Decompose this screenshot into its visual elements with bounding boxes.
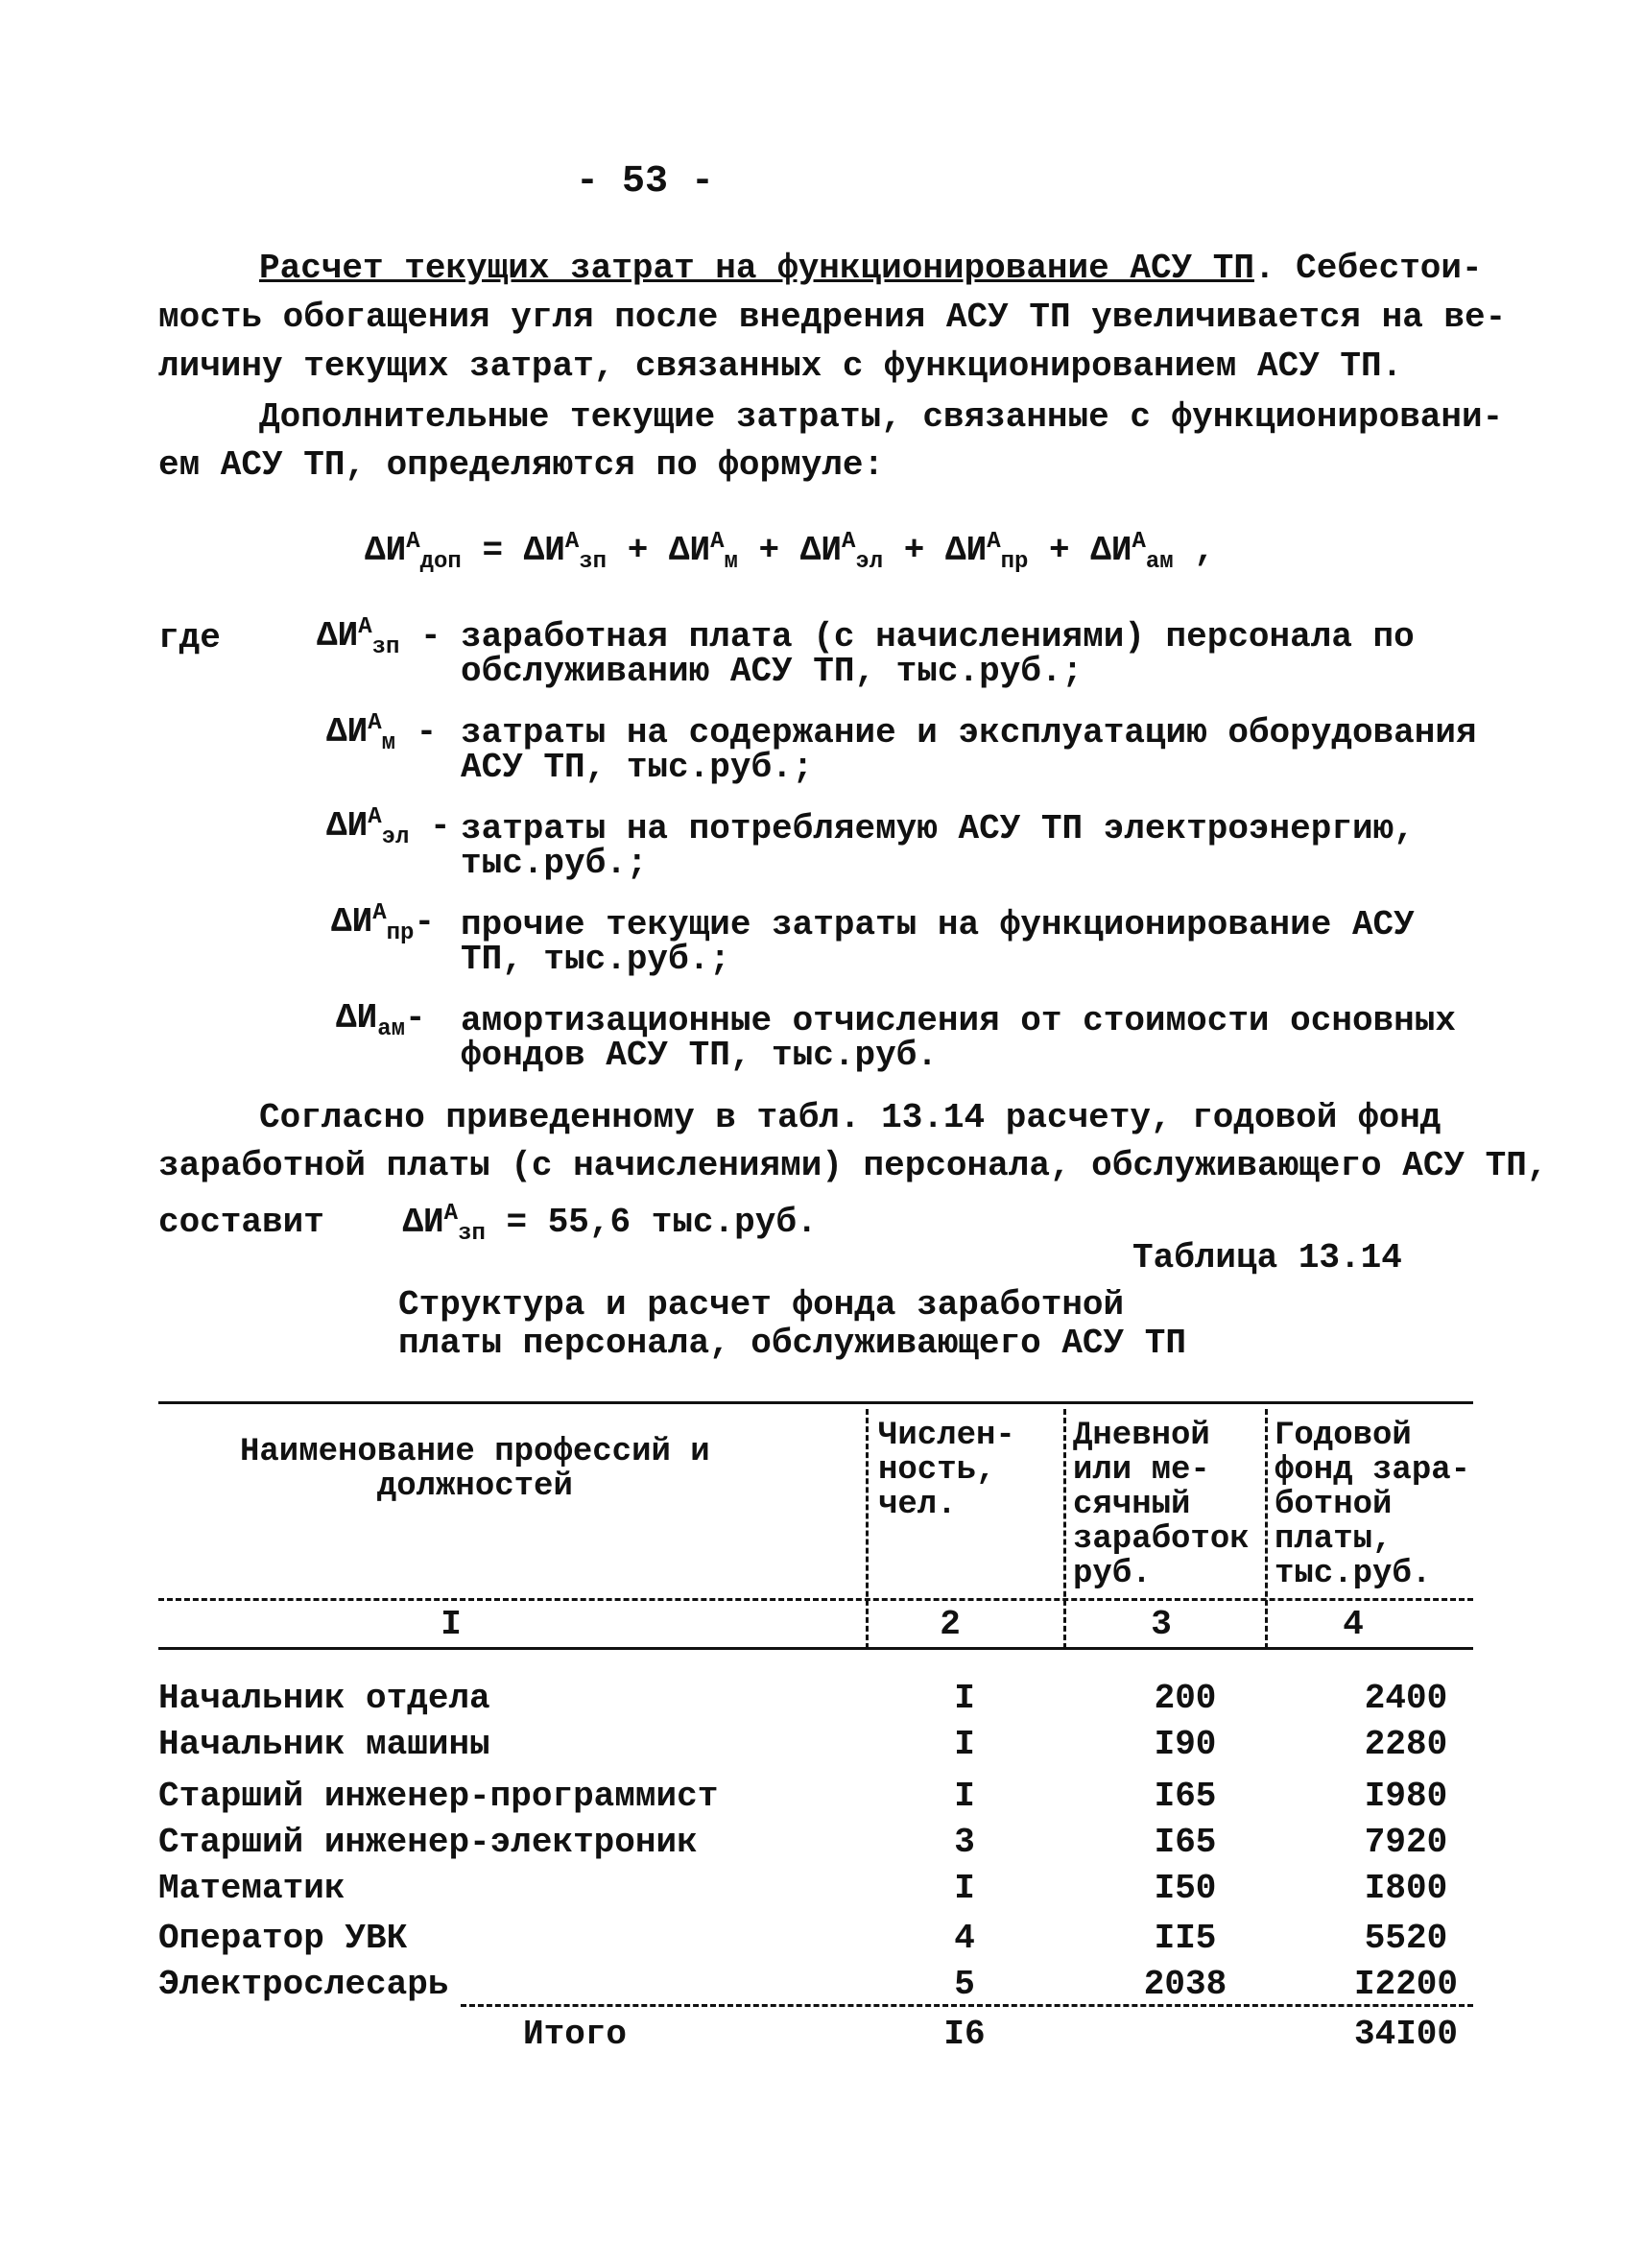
table-top-rule — [158, 1401, 1473, 1404]
cell-fund: 7920 — [1364, 1823, 1448, 1862]
table-row — [158, 1773, 1483, 1821]
cell-name: Старший инженер-программист — [158, 1777, 719, 1816]
formula: $\Delta И^A_{доп} = \Delta И^A_{зп} + \Delta И^A_м + \Delta И^A_{эл} + \Delta И^A_{пр} + \Delta И^A_{ам}$ , — [365, 529, 1215, 576]
cell-count: I — [954, 1679, 975, 1718]
total-fund: 34I00 — [1353, 2015, 1459, 2054]
cell-name: Старший инженер-электроник — [158, 1823, 698, 1862]
table-row — [158, 1819, 1483, 1867]
cell-pay: 2038 — [1143, 1965, 1227, 2004]
col-number-3: 3 — [1151, 1605, 1172, 1644]
cell-pay: I90 — [1154, 1725, 1217, 1764]
paragraph-1-line-3: личину текущих затрат, связанных с функционированием АСУ ТП. — [158, 346, 1403, 386]
total-label: Итого — [523, 2015, 628, 2054]
paragraph-2-line-1: Дополнительные текущие затраты, связанные с функционировани- — [259, 397, 1504, 437]
table-label: Таблица 13.14 — [1132, 1238, 1402, 1277]
column-separator-1 — [866, 1409, 869, 1649]
def-text-pr: прочие текущие затраты на функционирование АСУ ТП, тыс.руб.; — [461, 905, 1415, 979]
header-fund: Годовой фонд зара- ботной платы, тыс.руб. — [1275, 1418, 1471, 1592]
col-number-2: 2 — [940, 1605, 961, 1644]
last-row-dashed-rule — [461, 2004, 1473, 2007]
cell-count: 5 — [954, 1965, 975, 2004]
header-count: Числен- ность, чел. — [878, 1418, 1015, 1523]
def-symbol-m: $\Delta И^A_м$ - — [326, 710, 438, 757]
total-count: I6 — [943, 2015, 986, 2054]
cell-count: I — [954, 1725, 975, 1764]
def-symbol-pr: $\Delta И^A_{пр}-$ — [331, 900, 436, 947]
def-symbol-am: $\Delta И_{ам}-$ — [336, 998, 426, 1043]
table-caption-line-2: платы персонала, обслуживающего АСУ ТП — [398, 1324, 1186, 1363]
def-text-m: затраты на содержание и эксплуатацию оборудования АСУ ТП, тыс.руб.; — [461, 713, 1477, 787]
table-row — [158, 1961, 1483, 2009]
page-number: - 53 - — [576, 160, 715, 203]
header-pay: Дневной или ме- сячный заработок руб. — [1073, 1418, 1250, 1592]
paragraph-1-line-2: мость обогащения угля после внедрения АСУ ТП увеличивается на ве- — [158, 298, 1507, 337]
para3-value: = 55,6 тыс.руб. — [506, 1203, 818, 1242]
cell-count: 4 — [954, 1919, 975, 1958]
cell-count: I — [954, 1869, 975, 1908]
paragraph-1-line-1 — [259, 245, 1483, 293]
cell-pay: I65 — [1154, 1777, 1217, 1816]
table-row — [158, 1675, 1483, 1723]
table-row — [158, 1865, 1483, 1913]
def-text-el: затраты на потребляемую АСУ ТП электроэнергию, тыс.руб.; — [461, 809, 1415, 883]
cell-count: 3 — [954, 1823, 975, 1862]
paragraph-3-line-1: Согласно приведенному в табл. 13.14 расчету, годовой фонд — [259, 1098, 1441, 1137]
header-bottom-rule — [158, 1647, 1473, 1650]
def-text-zp: заработная плата (с начислениями) персонала по обслуживанию АСУ ТП, тыс.руб.; — [461, 617, 1415, 691]
section-heading: Расчет текущих затрат на функционирование АСУ ТП — [259, 249, 1254, 288]
table-row — [158, 1721, 1483, 1769]
total-row — [158, 2011, 1483, 2059]
col-number-1: I — [441, 1605, 462, 1644]
cell-fund: 2280 — [1364, 1725, 1448, 1764]
where-label: где — [158, 618, 221, 657]
cell-count: I — [954, 1777, 975, 1816]
column-separator-3 — [1265, 1409, 1268, 1649]
paragraph-2-line-2: ем АСУ ТП, определяются по формуле: — [158, 445, 885, 485]
col-number-4: 4 — [1343, 1605, 1364, 1644]
header-dashed-rule — [158, 1598, 1473, 1601]
table-row — [158, 1915, 1483, 1963]
cell-name: Электрослесарь — [158, 1965, 449, 2004]
def-text-am: амортизационные отчисления от стоимости основных фондов АСУ ТП, тыс.руб. — [461, 1001, 1456, 1075]
cell-pay: I50 — [1154, 1869, 1217, 1908]
def-symbol-zp: $\Delta И^A_{зп}$ - — [317, 614, 441, 661]
cell-fund: 5520 — [1364, 1919, 1448, 1958]
para3-word: составит — [158, 1203, 324, 1242]
cell-name: Начальник отдела — [158, 1679, 490, 1718]
cell-pay: I65 — [1154, 1823, 1217, 1862]
table-caption — [398, 1286, 1262, 1363]
cell-name: Математик — [158, 1869, 345, 1908]
cell-pay: II5 — [1154, 1919, 1217, 1958]
cell-fund: I980 — [1364, 1777, 1448, 1816]
paragraph-3-line-2: заработной платы (с начислениями) персонала, обслуживающего АСУ ТП, — [158, 1146, 1548, 1185]
column-separator-2 — [1063, 1409, 1066, 1649]
header-name: Наименование профессий и должностей — [240, 1434, 710, 1505]
paragraph-1-tail: . Себестои- — [1253, 249, 1483, 288]
cell-pay: 200 — [1154, 1679, 1217, 1718]
def-symbol-el: $\Delta И^A_{эл}$ - — [326, 804, 451, 851]
table-caption-line-1: Структура и расчет фонда заработной — [398, 1285, 1125, 1325]
cell-fund: 2400 — [1364, 1679, 1448, 1718]
cell-fund: I2200 — [1353, 1965, 1459, 2004]
cell-name: Оператор УВК — [158, 1919, 408, 1958]
cell-name: Начальник машины — [158, 1725, 490, 1764]
paragraph-3-line-3: составит $\Delta И^A_{зп} = 55,6$ тыс.руб. — [158, 1201, 818, 1248]
cell-fund: I800 — [1364, 1869, 1448, 1908]
